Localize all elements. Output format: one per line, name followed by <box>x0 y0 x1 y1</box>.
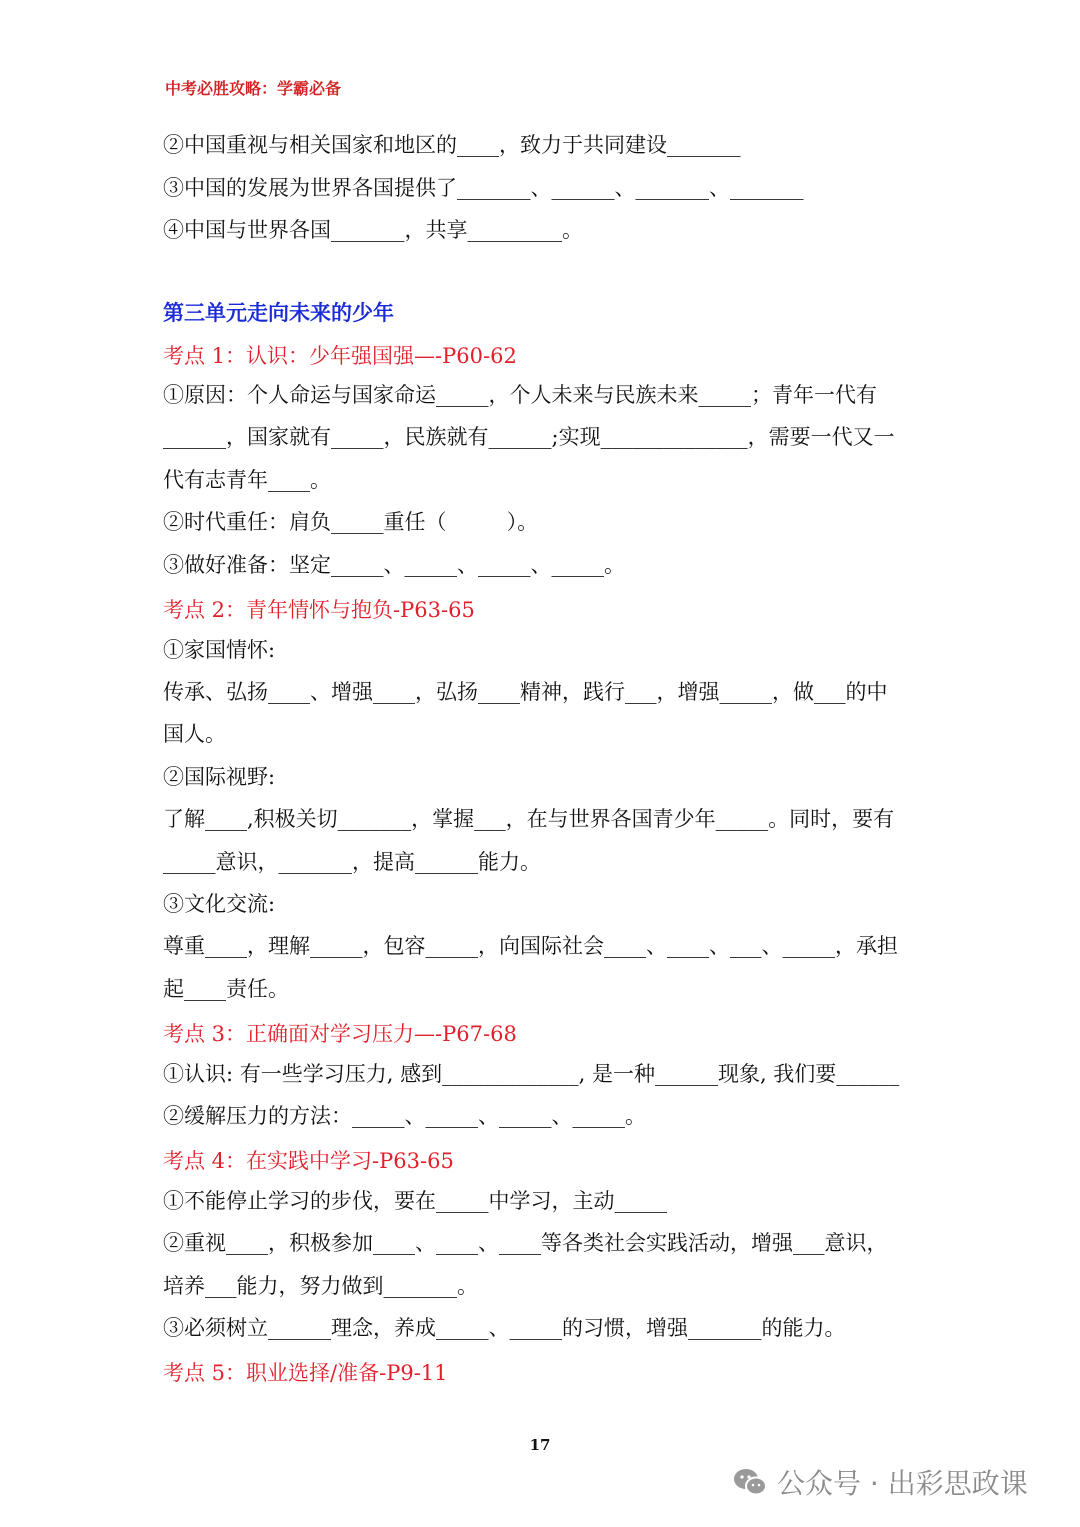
wechat-icon <box>733 1467 767 1497</box>
text-line: 传承、弘扬____、增强____，弘扬____精神，践行___，增强_____，做___的中 <box>163 680 888 704</box>
text-line: 代有志青年____。 <box>163 468 331 492</box>
text-line: 了解____,积极关切_______，掌握___，在与世界各国青少年_____。同时，要有 <box>163 807 895 831</box>
page-header: 中考必胜攻略：学霸必备 <box>165 79 342 98</box>
kp3-title: 考点 3：正确面对学习压力—-P67-68 <box>163 1022 517 1046</box>
page-number: 17 <box>529 1436 551 1454</box>
text-line: ④中国与世界各国_______，共享_________。 <box>163 218 583 242</box>
text-line: ①家国情怀: <box>163 638 276 662</box>
text-line: ③做好准备：坚定_____、_____、_____、_____。 <box>163 553 625 577</box>
text-line: 尊重____，理解_____，包容_____，向国际社会____、____、___、_____，承担 <box>163 934 898 958</box>
kp1-title: 考点 1：认识：少年强国强—-P60-62 <box>163 344 517 368</box>
text-line: ②缓解压力的方法：_____、_____、_____、_____。 <box>163 1104 646 1128</box>
unit-title: 第三单元走向未来的少年 <box>163 301 394 325</box>
text-line: ②中国重视与相关国家和地区的____，致力于共同建设_______ <box>163 133 741 157</box>
kp2-title: 考点 2：青年情怀与抱负-P63-65 <box>163 598 475 622</box>
text-line: ①认识: 有一些学习压力, 感到_____________, 是一种______现象, 我们要______ <box>163 1062 900 1086</box>
text-line: ______，国家就有_____，民族就有______;实现______________，需要一代又一 <box>163 425 895 449</box>
text-line: ③必须树立______理念，养成_____、_____的习惯，增强_______的能力。 <box>163 1316 846 1340</box>
text-line: ②国际视野: <box>163 765 276 789</box>
watermark-text: 公众号 · 出彩思政课 <box>777 1467 1028 1500</box>
kp5-title: 考点 5：职业选择/准备-P9-11 <box>163 1361 448 1385</box>
text-line: 培养___能力，努力做到_______。 <box>163 1274 478 1298</box>
text-line: ①原因：个人命运与国家命运_____，个人未来与民族未来_____；青年一代有 <box>163 383 877 407</box>
text-line: ①不能停止学习的步伐，要在_____中学习，主动_____ <box>163 1189 667 1213</box>
text-line: 起____责任。 <box>163 977 289 1001</box>
text-line: ②时代重任：肩负_____重任（ ）。 <box>163 510 539 534</box>
watermark <box>733 1462 1028 1502</box>
text-line: ②重视____，积极参加____、____、____等各类社会实践活动，增强___意识， <box>163 1231 888 1255</box>
text-line: ③文化交流: <box>163 892 276 916</box>
text-line: _____意识，_______，提高______能力。 <box>163 850 541 874</box>
text-line: ③中国的发展为世界各国提供了_______、______、_______、_______ <box>163 176 804 200</box>
text-line: 国人。 <box>163 722 226 746</box>
kp4-title: 考点 4：在实践中学习-P63-65 <box>163 1149 454 1173</box>
